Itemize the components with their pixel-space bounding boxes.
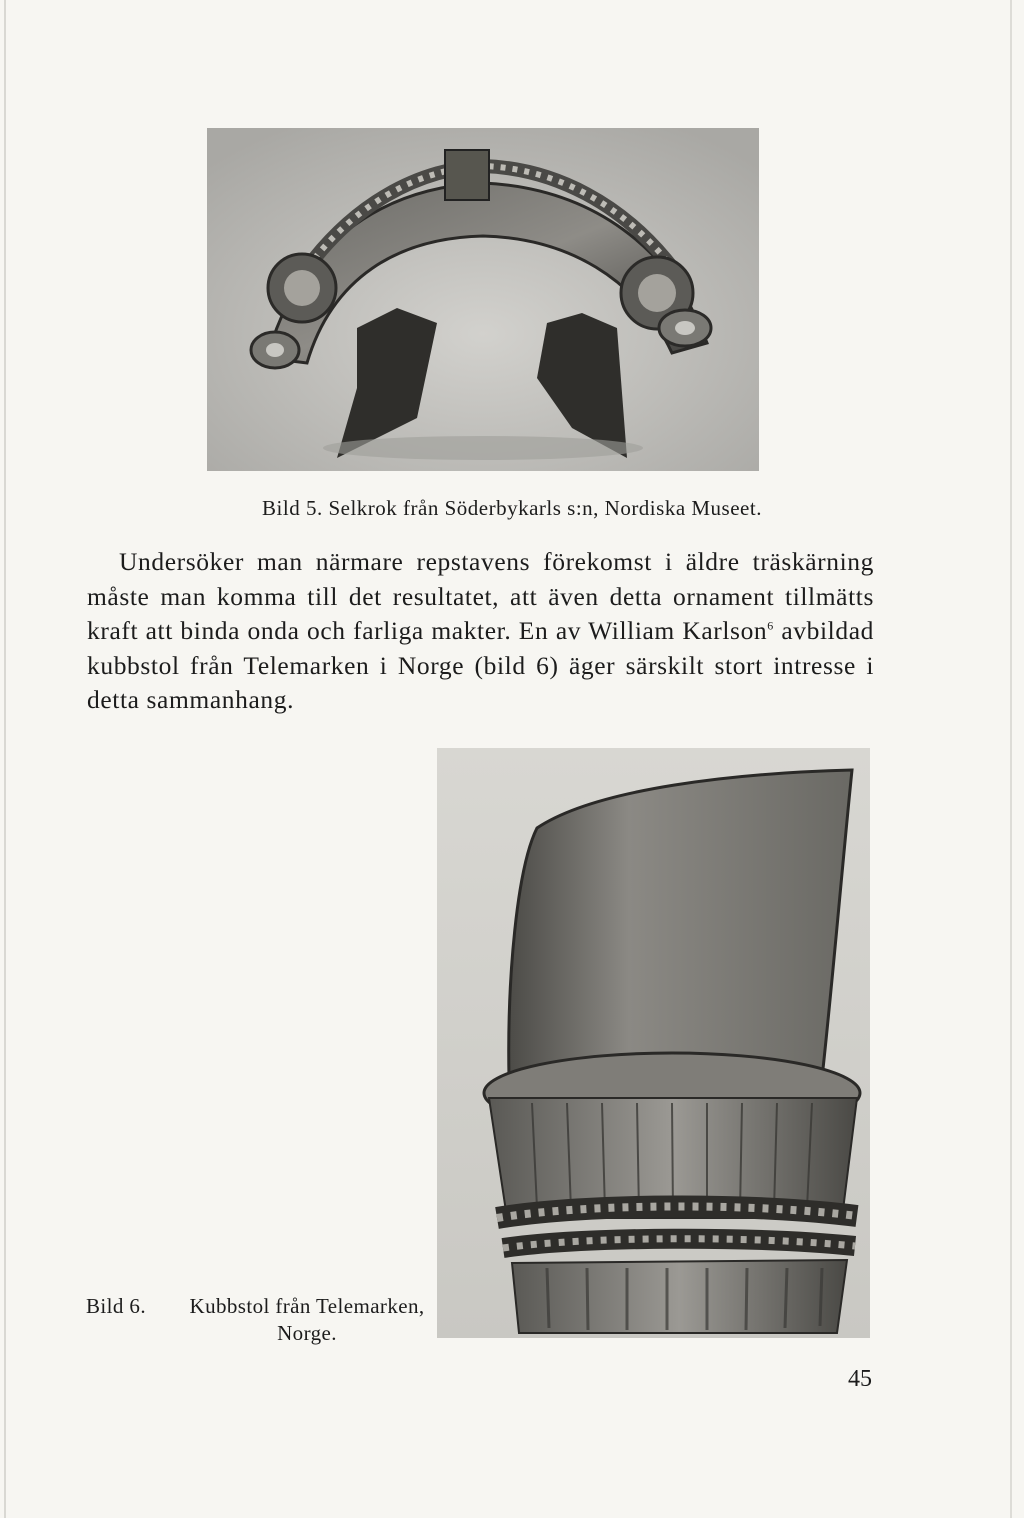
figure-5-caption: Bild 5. Selkrok från Söderbykarls s:n, Nordiska Museet. (262, 496, 762, 520)
page-edge-right (1010, 0, 1012, 1518)
figure-6-caption-text: Kubbstol från Telemarken, Norge. (189, 1294, 425, 1345)
block-chair-image (437, 748, 870, 1338)
footnote-marker: 6 (767, 618, 774, 633)
paragraph-text-part-2: avbildad kubbstol från Telemarken i Norge (bild 6) äger särskilt stort intresse i detta sammanhang. (87, 616, 874, 715)
page-edge-left (4, 0, 6, 1518)
figure-6-number: Bild 6. (86, 1294, 146, 1318)
harness-hook-image (207, 128, 759, 471)
paragraph-text-part-1: Undersöker man närmare repstavens förekomst i äldre träskärning måste man komma till det resultatet, att även detta ornament tillmätts kraft att binda onda och farliga makter. En av William Karlson (87, 547, 874, 646)
body-paragraph (87, 545, 874, 718)
figure-6-photo (437, 748, 870, 1338)
figure-5-photo (207, 128, 759, 471)
page-number: 45 (848, 1366, 872, 1392)
